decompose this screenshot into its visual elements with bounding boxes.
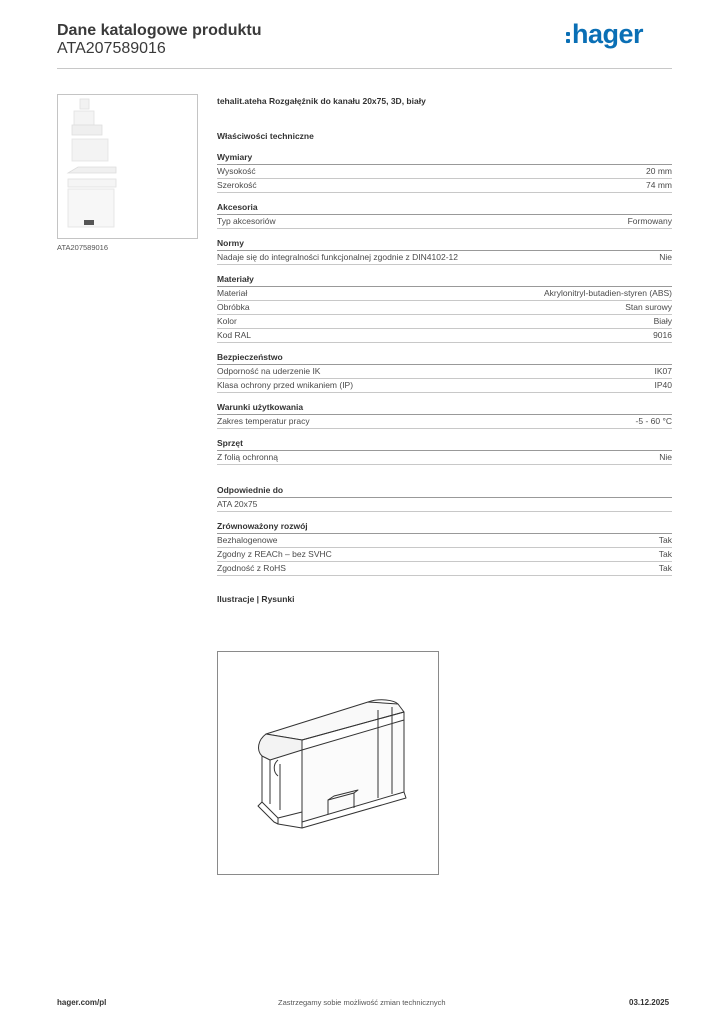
page-title: Dane katalogowe produktu: [57, 22, 262, 39]
spec-row: [217, 215, 672, 229]
spec-label: Typ akcesoriów: [217, 216, 276, 226]
spec-label: Zgodny z REACh – bez SVHC: [217, 549, 332, 559]
spec-label: Klasa ochrony przed wnikaniem (IP): [217, 380, 354, 390]
spec-row: [217, 379, 672, 393]
spec-row: [217, 301, 672, 315]
product-title: tehalit.ateha Rozgałęźnik do kanału 20x75, 3D, biały: [217, 96, 426, 106]
spec-label: Bezhalogenowe: [217, 535, 278, 545]
product-drawing-icon: [218, 652, 438, 874]
spec-label: Zgodność z RoHS: [217, 563, 286, 573]
spec-value: 20 mm: [646, 166, 672, 176]
section-heading: Odpowiednie do: [217, 484, 672, 498]
spec-label: ATA 20x75: [217, 499, 258, 509]
section-dimensions: [217, 151, 672, 193]
section-heading: Bezpieczeństwo: [217, 351, 672, 365]
spec-label: Nadaje się do integralności funkcjonalnej zgodnie z DIN4102-12: [217, 252, 458, 262]
spec-row: [217, 251, 672, 265]
spec-label: Szerokość: [217, 180, 257, 190]
section-materials: [217, 273, 672, 343]
section-accessories: [217, 201, 672, 229]
product-code: ATA207589016: [57, 40, 166, 57]
logo-dots-icon: [566, 32, 570, 43]
header-divider: [57, 68, 672, 69]
spec-value: Tak: [658, 549, 672, 559]
spec-row: [217, 165, 672, 179]
spec-label: Z folią ochronną: [217, 452, 278, 462]
spec-value: Nie: [659, 252, 672, 262]
spec-row: [217, 315, 672, 329]
spec-row: [217, 179, 672, 193]
technical-properties-heading: Właściwości techniczne: [217, 131, 314, 141]
spec-row: [217, 329, 672, 343]
spec-row: [217, 498, 672, 512]
section-operating-conditions: [217, 401, 672, 429]
spec-label: Zakres temperatur pracy: [217, 416, 310, 426]
spec-value: Tak: [658, 535, 672, 545]
section-heading: Materiały: [217, 273, 672, 287]
spec-label: Materiał: [217, 288, 248, 298]
section-equipment: [217, 437, 672, 465]
section-heading: Warunki użytkowania: [217, 401, 672, 415]
specifications: [217, 94, 672, 606]
product-image-icon: [58, 95, 197, 238]
section-heading: Sprzęt: [217, 437, 672, 451]
spec-value: IP40: [654, 380, 672, 390]
spec-row: [217, 451, 672, 465]
section-heading: Zrównoważony rozwój: [217, 520, 672, 534]
section-safety: [217, 351, 672, 393]
hager-logo: [566, 18, 643, 50]
section-heading: Wymiary: [217, 151, 672, 165]
illustrations-heading: Ilustracje | Rysunki: [217, 594, 295, 604]
footer-date: 03.12.2025: [629, 998, 670, 1007]
spec-row: [217, 534, 672, 548]
logo-text: hager: [572, 19, 644, 49]
section-heading: Normy: [217, 237, 672, 251]
spec-value: IK07: [654, 366, 672, 376]
spec-label: Odporność na uderzenie IK: [217, 366, 321, 376]
spec-row: [217, 562, 672, 576]
spec-value: 9016: [653, 330, 672, 340]
spec-label: Wysokość: [217, 166, 256, 176]
spec-value: -5 - 60 °C: [635, 416, 672, 426]
section-standards: [217, 237, 672, 265]
spec-row: [217, 287, 672, 301]
spec-value: Akrylonitryl-butadien-styren (ABS): [543, 288, 672, 298]
section-sustainability: [217, 520, 672, 576]
spec-value: 74 mm: [646, 180, 672, 190]
spec-row: [217, 415, 672, 429]
footer-disclaimer: Zastrzegamy sobie możliwość zmian technicznych: [278, 998, 446, 1007]
spec-label: Kolor: [217, 316, 237, 326]
section-heading: Akcesoria: [217, 201, 672, 215]
section-suitable-for: [217, 484, 672, 512]
spec-row: [217, 548, 672, 562]
spec-label: Kod RAL: [217, 330, 252, 340]
spec-value: Biały: [653, 316, 672, 326]
product-thumbnail: [57, 94, 198, 239]
footer-website: hager.com/pl: [57, 998, 107, 1007]
technical-drawing: [217, 651, 439, 875]
spec-row: [217, 365, 672, 379]
spec-value: Tak: [658, 563, 672, 573]
thumbnail-caption: ATA207589016: [57, 243, 109, 252]
spec-value: Formowany: [627, 216, 672, 226]
spec-value: Nie: [659, 452, 672, 462]
spec-label: Obróbka: [217, 302, 250, 312]
spec-value: Stan surowy: [625, 302, 672, 312]
